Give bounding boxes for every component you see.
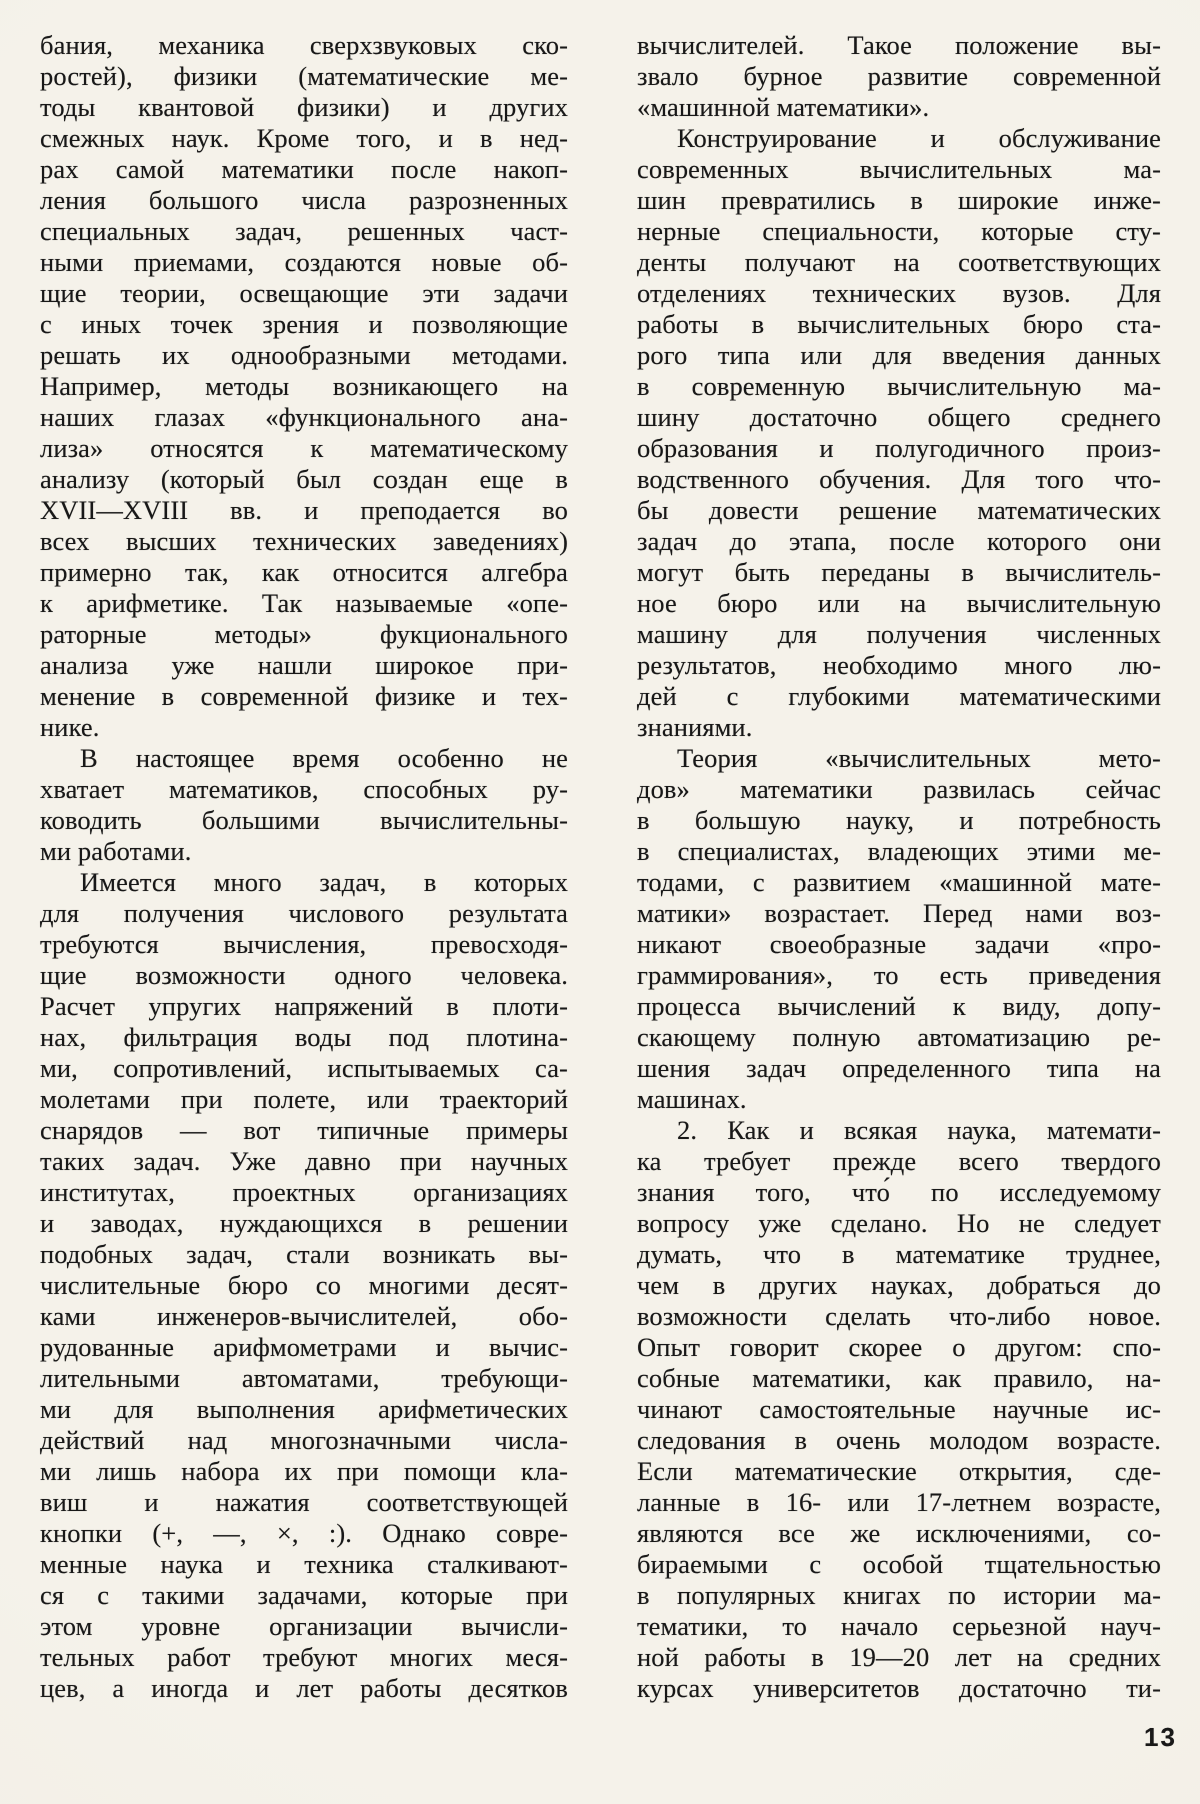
text-line: ное бюро или на вычислительную [637,588,1161,618]
text-line: работы в вычислительных бюро ста- [637,309,1161,339]
text-line: в современную вычислительную ма- [637,371,1161,401]
text-line: действий над многозначными числа- [40,1425,568,1455]
text-line: менение в современной физике и тех- [40,681,568,711]
text-line: собные математики, как правило, на- [637,1363,1161,1393]
text-line: раторные методы» фукционального [40,619,568,649]
text-line: анализу (который был создан еще в [40,464,568,494]
text-line: Конструирование и обслуживание [677,123,1161,153]
text-line: нерные специальности, которые сту- [637,216,1161,246]
text-line: скающему полную автоматизацию ре- [637,1022,1161,1052]
text-line: лиза» относятся к математическому [40,433,568,463]
text-line: щие возможности одного человека. [40,960,568,990]
text-line: рах самой математики после накоп- [40,154,568,184]
text-line: звало бурное развитие современной [637,61,1161,91]
text-line: тоды квантовой физики) и других [40,92,568,122]
text-line: таких задач. Уже давно при научных [40,1146,568,1176]
text-line: ками инженеров-вычислителей, обо- [40,1301,568,1331]
text-line: анализа уже нашли широкое при- [40,650,568,680]
text-line: современных вычислительных ма- [637,154,1161,184]
text-line: бираемыми с особой тщательностью [637,1549,1161,1579]
text-line: ми работами. [40,836,192,866]
text-line: 2. Как и всякая наука, математи- [677,1115,1161,1145]
text-line: дей с глубокими математическими [637,681,1161,711]
text-line: думать, что в математике труднее, [637,1239,1161,1269]
text-line: для получения числового результата [40,898,568,928]
text-line: лительными автоматами, требующи- [40,1363,568,1393]
text-line: шения задач определенного типа на [637,1053,1161,1083]
text-line: бания, механика сверхзвуковых ско- [40,30,568,60]
text-line: виш и нажатия соответствующей [40,1487,568,1517]
text-line: Расчет упругих напряжений в плоти- [40,991,568,1021]
text-line: институтах, проектных организациях [40,1177,568,1207]
text-line: процесса вычислений к виду, допу- [637,991,1161,1021]
text-line: требуются вычисления, превосходя- [40,929,568,959]
text-line: машинах. [637,1084,747,1114]
text-line: к арифметике. Так называемые «опе- [40,588,568,618]
text-line: ми, сопротивлений, испытываемых са- [40,1053,568,1083]
text-line: с иных точек зрения и позволяющие [40,309,568,339]
text-line: никают своеобразные задачи «про- [637,929,1161,959]
text-line: ся с такими задачами, которые при [40,1580,568,1610]
text-line: Если математические открытия, сде- [637,1456,1161,1486]
text-line: образования и полугодичного произ- [637,433,1161,463]
text-line: нах, фильтрация воды под плотина- [40,1022,568,1052]
text-column-left [40,30,568,1704]
text-line: подобных задач, стали возникать вы- [40,1239,568,1269]
text-line: смежных наук. Кроме того, и в нед- [40,123,568,153]
text-line: «машинной математики». [637,92,930,122]
text-line: решать их однообразными методами. [40,340,568,370]
text-line: рудованные арифмометрами и вычис- [40,1332,568,1362]
text-line: тельных работ требуют многих меся- [40,1642,568,1672]
text-line: ными приемами, создаются новые об- [40,247,568,277]
text-line: XVII—XVIII вв. и преподается во [40,495,568,525]
text-line: нике. [40,712,100,742]
text-line: вопросу уже сделано. Но не следует [637,1208,1161,1238]
text-line: числительные бюро со многими десят- [40,1270,568,1300]
text-line: ми для выполнения арифметических [40,1394,568,1424]
text-line: ростей), физики (математические ме- [40,61,568,91]
text-line: денты получают на соответствующих [637,247,1161,277]
text-line: снарядов — вот типичные примеры [40,1115,568,1145]
text-line: хватает математиков, способных ру- [40,774,568,804]
text-line: могут быть переданы в вычислитель- [637,557,1161,587]
text-line: бы довести решение математических [637,495,1161,525]
text-line: рого типа или для введения данных [637,340,1161,370]
text-line: Опыт говорит скорее о другом: спо- [637,1332,1161,1362]
text-line: шин превратились в широкие инже- [637,185,1161,215]
text-line: в специалистах, владеющих этими ме- [637,836,1161,866]
text-line: ления большого числа разрозненных [40,185,568,215]
text-line: в популярных книгах по истории ма- [637,1580,1161,1610]
text-line: Теория «вычислительных мето- [677,743,1161,773]
text-line: возможности сделать что-либо новое. [637,1301,1161,1331]
text-line: наших глазах «функционального ана- [40,402,568,432]
text-line: ководить большими вычислительны- [40,805,568,835]
text-line: являются все же исключениями, со- [637,1518,1161,1548]
text-line: знания того, что́ по исследуемому [637,1177,1161,1207]
text-line: дов» математики развилась сейчас [637,774,1161,804]
text-line: знаниями. [637,712,753,742]
text-column-right [637,30,1161,1704]
text-line: отделениях технических вузов. Для [637,278,1161,308]
text-line: чинают самостоятельные научные ис- [637,1394,1161,1424]
text-line: Имеется много задач, в которых [80,867,568,897]
text-line: менные наука и техника сталкивают- [40,1549,568,1579]
text-line: этом уровне организации вычисли- [40,1611,568,1641]
text-line: В настоящее время особенно не [80,743,568,773]
text-line: щие теории, освещающие эти задачи [40,278,568,308]
page-number: 13 [1144,1722,1177,1752]
text-line: ка требует прежде всего твердого [637,1146,1161,1176]
text-line: результатов, необходимо много лю- [637,650,1161,680]
text-line: специальных задач, решенных част- [40,216,568,246]
text-line: шину достаточно общего среднего [637,402,1161,432]
text-line: ми лишь набора их при помощи кла- [40,1456,568,1486]
text-line: ланные в 16- или 17-летнем возрасте, [637,1487,1161,1517]
text-line: в большую науку, и потребность [637,805,1161,835]
text-line: чем в других науках, добраться до [637,1270,1161,1300]
text-line: граммирования», то есть приведения [637,960,1161,990]
text-line: примерно так, как относится алгебра [40,557,568,587]
text-line: задач до этапа, после которого они [637,526,1161,556]
text-line: кнопки (+, —, ×, :). Однако совре- [40,1518,568,1548]
text-line: машину для получения численных [637,619,1161,649]
text-line: курсах университетов достаточно ти- [637,1673,1161,1703]
text-line: матики» возрастает. Перед нами воз- [637,898,1161,928]
text-line: Например, методы возникающего на [40,371,568,401]
text-line: цев, а иногда и лет работы десятков [40,1673,568,1703]
text-line: тематики, то начало серьезной науч- [637,1611,1161,1641]
text-line: водственного обучения. Для того что- [637,464,1161,494]
text-line: всех высших технических заведениях) [40,526,568,556]
text-line: вычислителей. Такое положение вы- [637,30,1161,60]
text-line: и заводах, нуждающихся в решении [40,1208,568,1238]
text-line: тодами, с развитием «машинной мате- [637,867,1161,897]
text-line: следования в очень молодом возрасте. [637,1425,1161,1455]
text-line: молетами при полете, или траекторий [40,1084,568,1114]
text-line: ной работы в 19—20 лет на средних [637,1642,1161,1672]
